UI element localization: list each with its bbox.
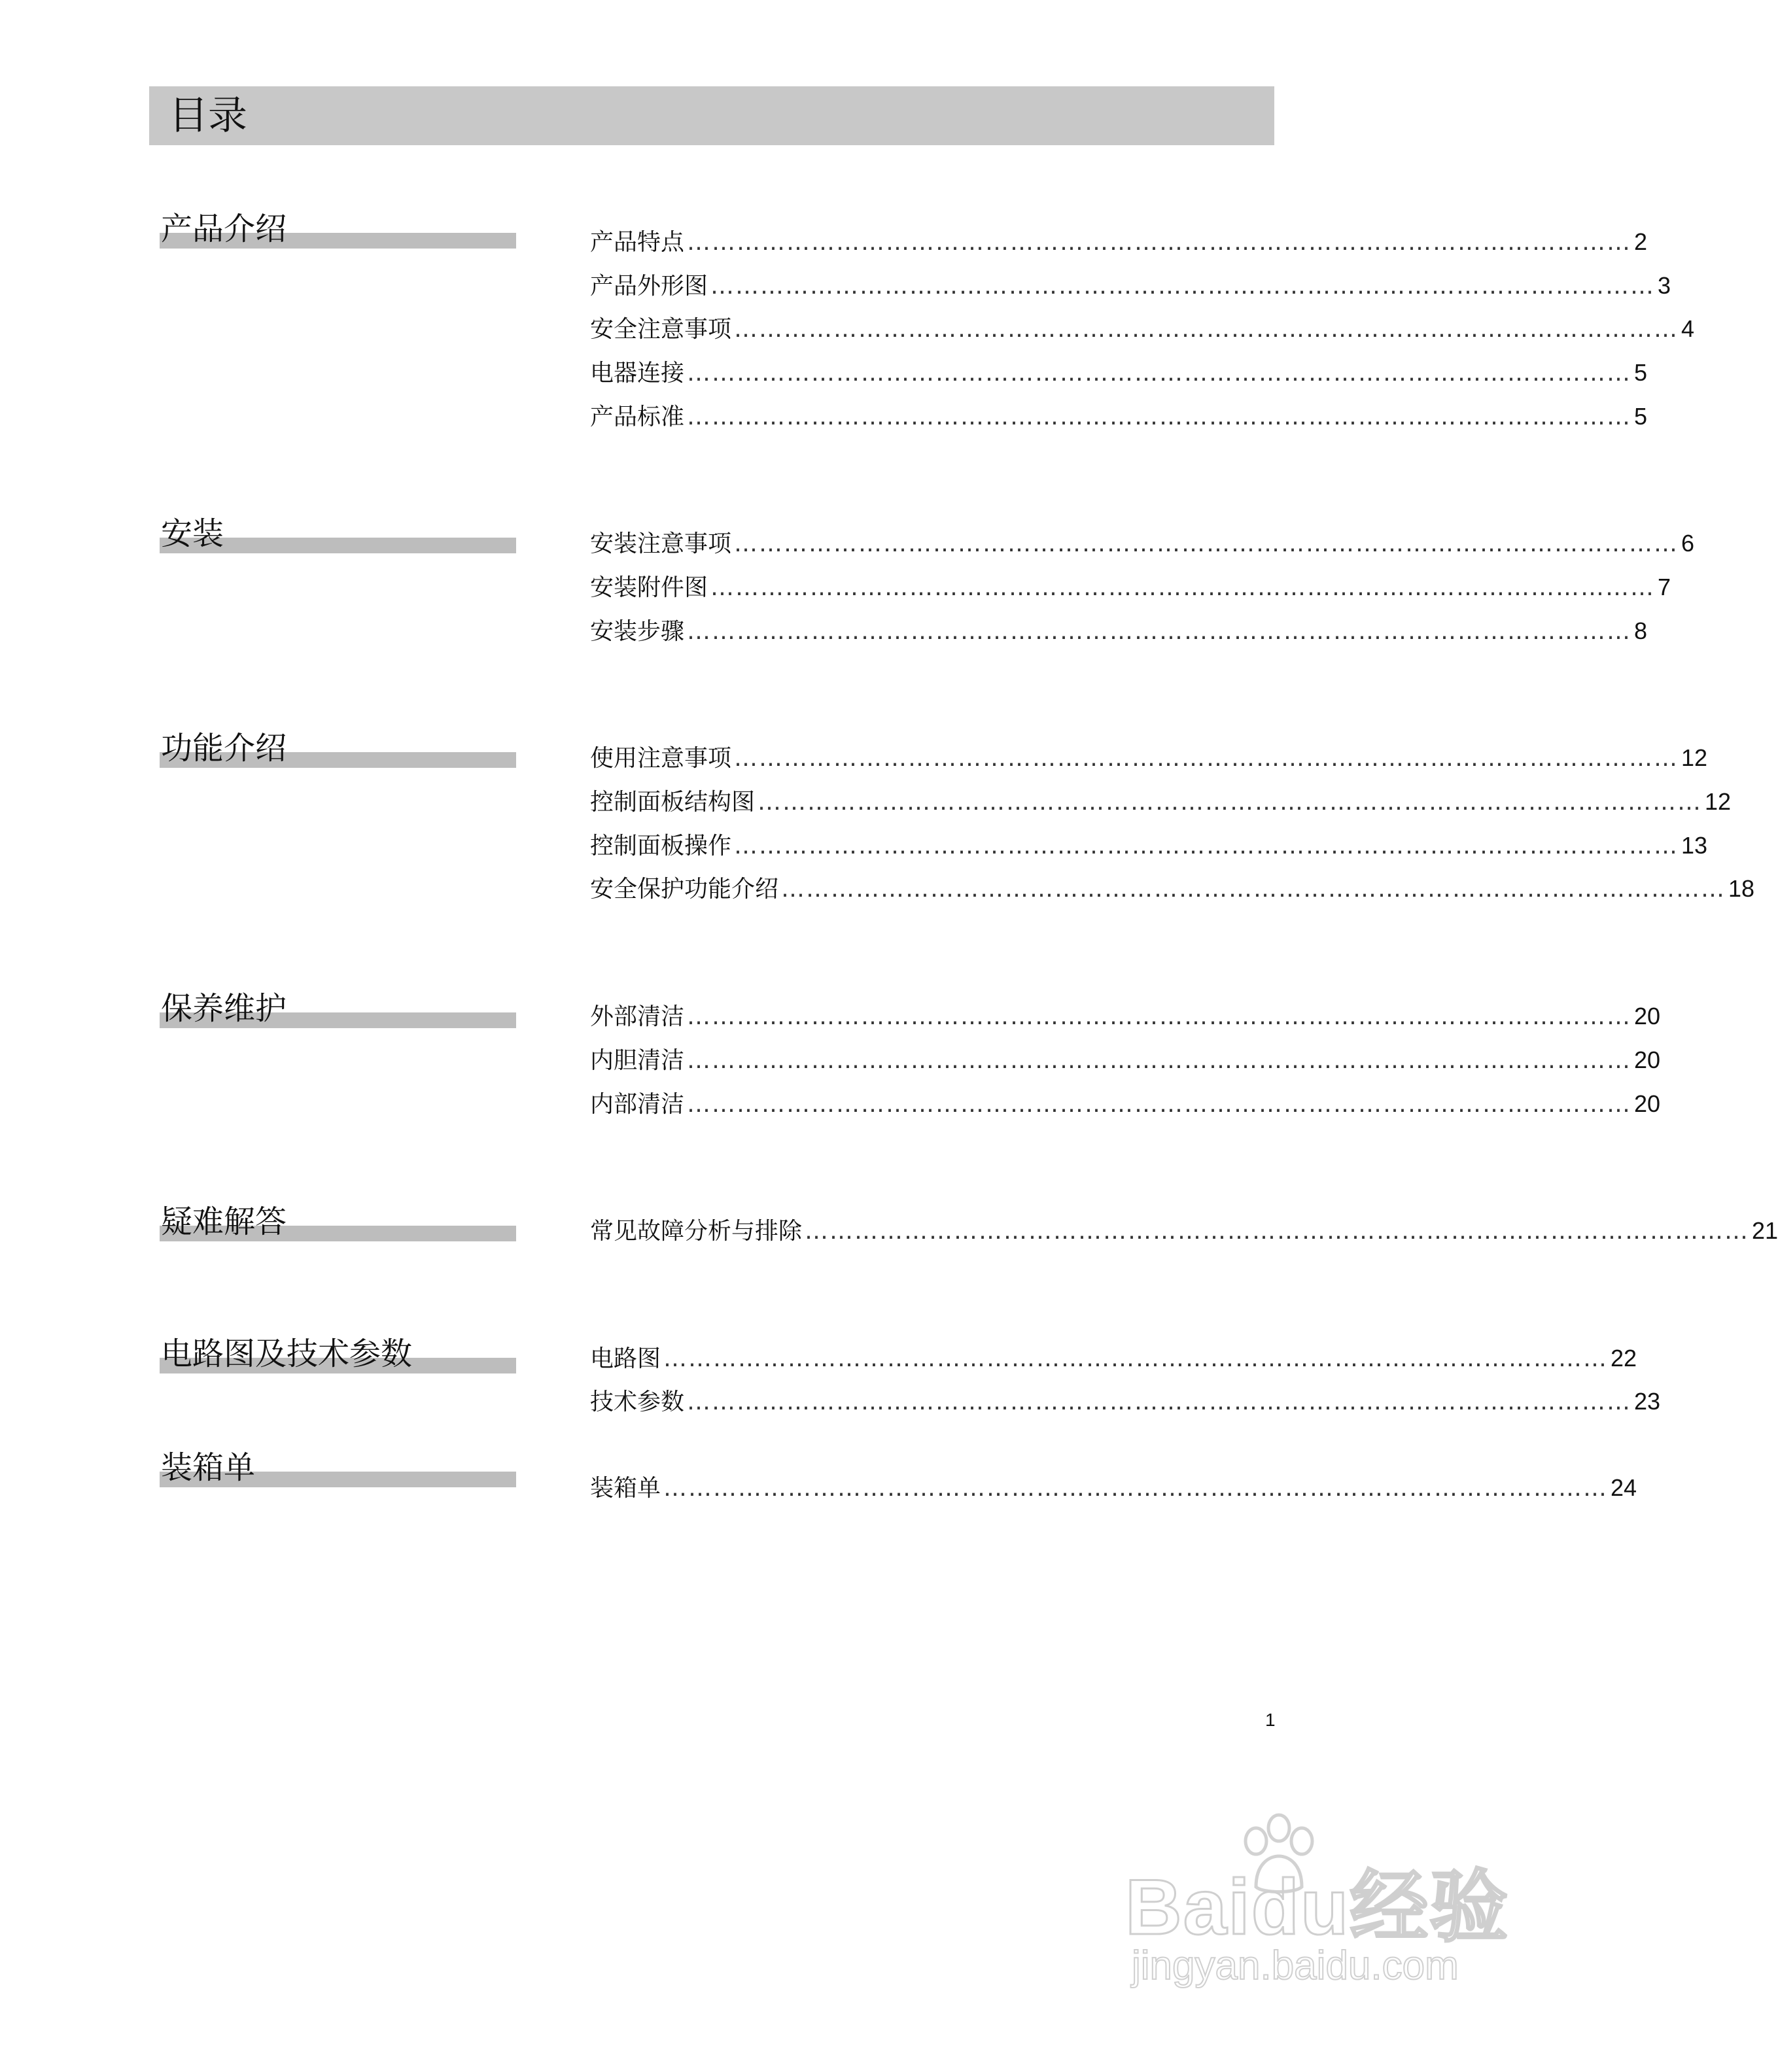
entry-page: 24 xyxy=(1611,1474,1637,1501)
entry-page: 21 xyxy=(1752,1217,1778,1244)
section-title: 功能介绍 xyxy=(161,730,287,767)
section-title: 装箱单 xyxy=(161,1449,256,1486)
toc-entry[interactable] xyxy=(590,615,1648,648)
page-title: 目录 xyxy=(169,93,247,139)
entry-page: 20 xyxy=(1634,1003,1661,1029)
entry-page: 13 xyxy=(1681,832,1708,859)
toc-entry[interactable] xyxy=(590,1215,1778,1247)
leader-dots: …………………………………………………………………………………………………… xyxy=(687,229,1632,256)
leader-dots: …………………………………………………………………………………………………… xyxy=(687,1047,1632,1074)
toc-entry[interactable] xyxy=(590,269,1671,302)
entry-title: 使用注意事项 xyxy=(590,745,732,772)
leader-dots: …………………………………………………………………………………………………… xyxy=(663,1345,1609,1372)
leader-dots: …………………………………………………………………………………………………… xyxy=(710,574,1656,601)
entry-page: 6 xyxy=(1681,530,1695,557)
entry-page: 7 xyxy=(1658,574,1671,600)
toc-title-bar xyxy=(149,86,1274,145)
toc-entry[interactable] xyxy=(590,527,1695,560)
toc-entry[interactable] xyxy=(590,313,1695,345)
toc-entry[interactable] xyxy=(590,786,1732,818)
leader-dots: …………………………………………………………………………………………………… xyxy=(687,1003,1632,1030)
leader-dots: …………………………………………………………………………………………………… xyxy=(758,789,1703,816)
toc-entry[interactable] xyxy=(590,356,1648,389)
leader-dots: …………………………………………………………………………………………………… xyxy=(687,618,1632,645)
entry-title: 电器连接 xyxy=(590,360,685,387)
entry-page: 20 xyxy=(1634,1090,1661,1117)
entry-title: 内胆清洁 xyxy=(590,1047,685,1074)
section-title: 电路图及技术参数 xyxy=(161,1336,413,1372)
entry-title: 安装步骤 xyxy=(590,618,685,645)
section-title: 安装 xyxy=(161,515,224,552)
leader-dots: …………………………………………………………………………………………………… xyxy=(687,1091,1632,1118)
section-title: 疑难解答 xyxy=(161,1203,287,1240)
section-title: 保养维护 xyxy=(161,990,287,1027)
toc-entry[interactable] xyxy=(590,400,1648,433)
leader-dots: …………………………………………………………………………………………………… xyxy=(734,833,1679,859)
entry-title: 技术参数 xyxy=(590,1389,685,1415)
section-title: 产品介绍 xyxy=(161,211,287,247)
watermark-url: jingyan.baidu.com xyxy=(1132,1943,1459,1988)
entry-page: 22 xyxy=(1611,1345,1637,1372)
entry-title: 安装注意事项 xyxy=(590,530,732,557)
leader-dots: …………………………………………………………………………………………………… xyxy=(687,360,1632,387)
entry-title: 安全注意事项 xyxy=(590,316,732,343)
toc-entry[interactable] xyxy=(590,1342,1637,1375)
entry-page: 12 xyxy=(1705,788,1732,815)
toc-entry[interactable] xyxy=(590,1088,1661,1120)
leader-dots: …………………………………………………………………………………………………… xyxy=(687,1389,1632,1415)
entry-title: 产品特点 xyxy=(590,229,685,256)
entry-page: 8 xyxy=(1634,617,1648,644)
entry-title: 控制面板操作 xyxy=(590,833,732,859)
entry-title: 控制面板结构图 xyxy=(590,789,756,816)
entry-title: 电路图 xyxy=(590,1345,661,1372)
entry-title: 产品标准 xyxy=(590,404,685,430)
entry-page: 5 xyxy=(1634,403,1648,430)
toc-entry[interactable] xyxy=(590,1385,1661,1418)
entry-page: 3 xyxy=(1658,272,1671,299)
entry-title: 内部清洁 xyxy=(590,1091,685,1118)
entry-title: 产品外形图 xyxy=(590,273,708,300)
toc-entry[interactable] xyxy=(590,872,1755,905)
leader-dots: …………………………………………………………………………………………………… xyxy=(734,530,1679,557)
leader-dots: …………………………………………………………………………………………………… xyxy=(734,745,1679,772)
leader-dots: …………………………………………………………………………………………………… xyxy=(781,876,1726,903)
toc-entry[interactable] xyxy=(590,742,1708,774)
entry-title: 外部清洁 xyxy=(590,1003,685,1030)
page-number: 1 xyxy=(1265,1710,1276,1730)
entry-page: 12 xyxy=(1681,744,1708,771)
entry-title: 安装附件图 xyxy=(590,574,708,601)
entry-page: 4 xyxy=(1681,315,1695,342)
leader-dots: …………………………………………………………………………………………………… xyxy=(663,1475,1609,1502)
toc-entry[interactable] xyxy=(590,571,1671,604)
entry-title: 常见故障分析与排除 xyxy=(590,1218,803,1245)
leader-dots: …………………………………………………………………………………………………… xyxy=(710,273,1656,300)
leader-dots: …………………………………………………………………………………………………… xyxy=(687,404,1632,430)
toc-entry[interactable] xyxy=(590,226,1648,258)
leader-dots: …………………………………………………………………………………………………… xyxy=(734,316,1679,343)
entry-title: 装箱单 xyxy=(590,1475,661,1502)
entry-page: 2 xyxy=(1634,228,1648,255)
toc-entry[interactable] xyxy=(590,1472,1637,1504)
leader-dots: …………………………………………………………………………………………………… xyxy=(805,1218,1750,1245)
entry-page: 23 xyxy=(1634,1388,1661,1415)
watermark-brand: Baidu经验 xyxy=(1125,1863,1510,1951)
baidu-watermark xyxy=(1125,1805,1510,2001)
entry-title: 安全保护功能介绍 xyxy=(590,876,779,903)
entry-page: 18 xyxy=(1728,875,1755,902)
toc-entry[interactable] xyxy=(590,1000,1661,1033)
entry-page: 5 xyxy=(1634,359,1648,386)
entry-page: 20 xyxy=(1634,1046,1661,1073)
toc-entry[interactable] xyxy=(590,1044,1661,1077)
toc-entry[interactable] xyxy=(590,829,1708,862)
